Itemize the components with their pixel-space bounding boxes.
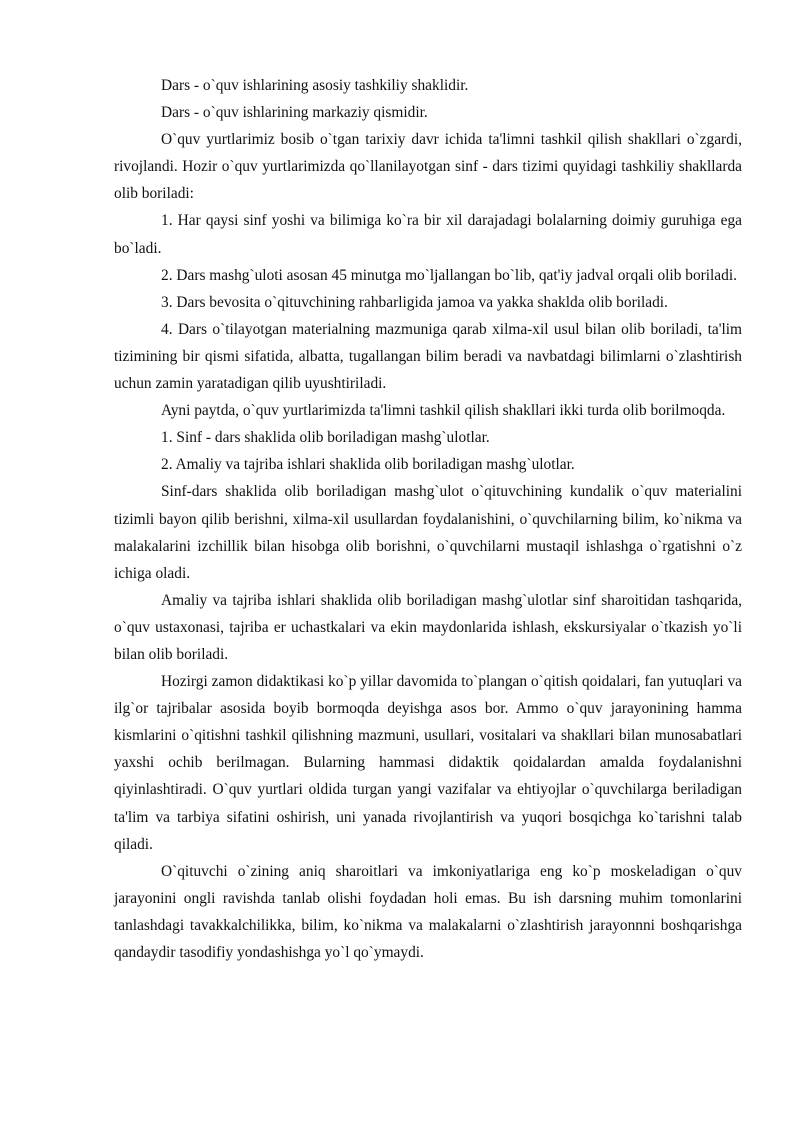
paragraph: Amaliy va tajriba ishlari shaklida olib boriladigan mashg`ulotlar sinf sharoitidan tashqarida, o`quv ustaxonasi, tajriba er uchastkalari va ekin maydonlarida ishlash, ekskursiyalar o`tkazish yo`li bilan olib boriladi. [114, 591, 742, 663]
paragraph: Ayni paytda, o`quv yurtlarimizda ta'limni tashkil qilish shakllari ikki turda olib borilmoqda. [161, 402, 726, 420]
list-item: 3. Dars bevosita o`qituvchining rahbarligida jamoa va yakka shaklda olib boriladi. [161, 293, 668, 311]
list-item: 1. Har qaysi sinf yoshi va bilimiga ko`ra bir xil darajadagi bolalarning doimiy guruhiga ega bo`ladi. [114, 212, 742, 257]
list-item: 2. Amaliy va tajriba ishlari shaklida olib boriladigan mashg`ulotlar. [161, 456, 575, 474]
document-page [114, 72, 742, 966]
list-item: 4. Dars o`tilayotgan materialning mazmuniga qarab xilma-xil usul bilan olib boriladi, ta'lim tizimining bir qismi sifatida, albatta, tugallangan bilim beradi va navbatdagi bilimlarni o`zlashtirish uchun zamin yaratadigan qilib uyushtiriladi. [114, 320, 742, 393]
paragraph: Sinf-dars shaklida olib boriladigan mashg`ulot o`qituvchining kundalik o`quv materialini tizimli bayon qilib berishni, xilma-xil usullardan foydalanishini, o`quvchilarning bilim, ko`nikma va malakalarini izchillik bilan hisobga olib borishni, o`quvchilarni mustaqil ishlashga o`rgatishni o`z ichiga oladi. [114, 483, 742, 582]
paragraph: Hozirgi zamon didaktikasi ko`p yillar davomida to`plangan o`qitish qoidalari, fan yutuqlari va ilg`or tajribalar asosida boyib bormoqda deyishga asos bor. Ammo o`quv jarayonining hamma kismlarini o`qitishni tashkil qilishning mazmuni, usullari, vositalari va shakllari bilan munosabatlari yaxshi ochib berilmagan. Bularning hammasi didaktik qoidalardan amalda foydalanishni qiyinlashtiradi. O`quv yurtlari oldida turgan yangi vazifalar va ehtiyojlar o`quvchilarga beriladigan ta'lim va tarbiya sifatini oshirish, uni yanada rivojlantirish va yuqori bosqichga ko`tarishni talab qiladi. [114, 673, 742, 853]
paragraph: O`qituvchi o`zining aniq sharoitlari va imkoniyatlariga eng ko`p moskeladigan o`quv jarayonini ongli ravishda tanlab olishi foydadan holi emas. Bu ish darsning muhim tomonlarini tanlashdagi tavakkalchilikka, bilim, ko`nikma va malakalarni o`zlashtirish jarayonnni boshqarishga qandaydir tasodifiy yondashishga yo`l qo`ymaydi. [114, 862, 742, 961]
list-item: 1. Sinf - dars shaklida olib boriladigan mashg`ulotlar. [161, 429, 490, 447]
list-item: 2. Dars mashg`uloti asosan 45 minutga mo`ljallangan bo`lib, qat'iy jadval orqali olib boriladi. [161, 266, 737, 284]
paragraph: O`quv yurtlarimiz bosib o`tgan tarixiy davr ichida ta'limni tashkil qilish shakllari o`zgardi, rivojlandi. Hozir o`quv yurtlarimizda qo`llanilayotgan sinf - dars tizimi quyidagi tashkiliy shakllarda olib boriladi: [114, 131, 742, 203]
paragraph: Dars - o`quv ishlarining asosiy tashkiliy shaklidir. [161, 77, 469, 94]
paragraph: Dars - o`quv ishlarining markaziy qismidir. [161, 104, 428, 122]
